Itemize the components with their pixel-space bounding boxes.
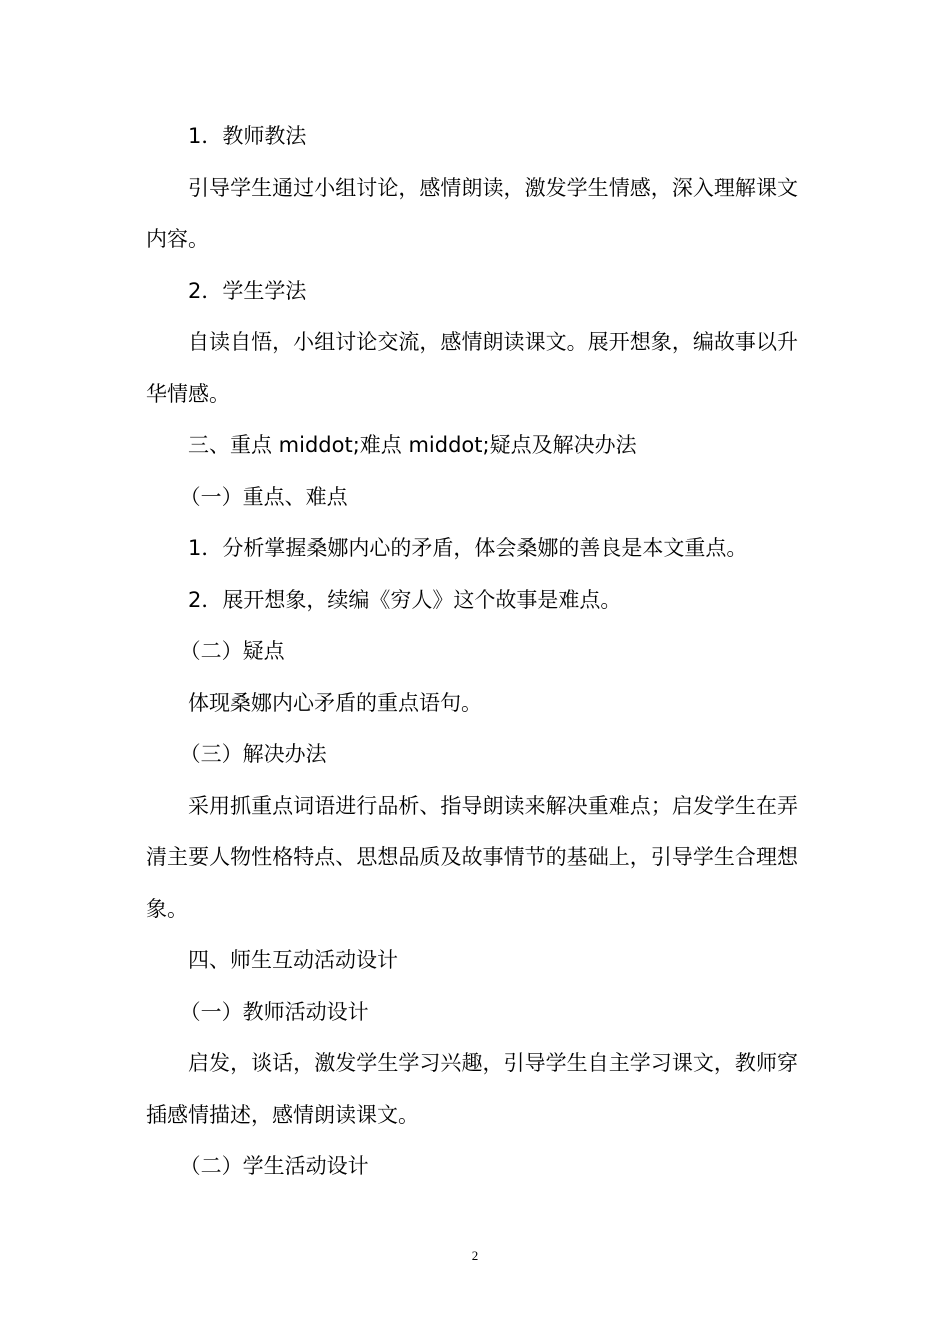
paragraph-student-method-text: 自读自悟，小组讨论交流，感情朗读课文。展开想象，编故事以升华情感。	[146, 330, 798, 406]
section-heading-key-points: 三、重点 middot;难点 middot;疑点及解决办法	[188, 433, 637, 457]
paragraph-key-point-1: 1．分析掌握桑娜内心的矛盾，体会桑娜的善良是本文重点。	[188, 536, 748, 560]
subsection-heading-key-difficult: （一）重点、难点	[179, 484, 348, 509]
paragraph-teacher-method-heading: 1．教师教法	[188, 124, 307, 148]
section-heading-interaction: 四、师生互动活动设计	[188, 948, 398, 972]
paragraph-solution-text: 采用抓重点词语进行品析、指导朗读来解决重难点；启发学生在弄清主要人物性格特点、思想品质及故事情节的基础上，引导学生合理想象。	[146, 793, 798, 921]
paragraph-teacher-method-text: 引导学生通过小组讨论，感情朗读，激发学生情感，深入理解课文内容。	[146, 175, 798, 251]
subsection-heading-teacher-activity: （一）教师活动设计	[179, 999, 369, 1024]
subsection-heading-student-activity: （二）学生活动设计	[179, 1154, 369, 1178]
paragraph-teacher-activity-text: 启发，谈话，激发学生学习兴趣，引导学生自主学习课文，教师穿插感情描述，感情朗读课文。	[146, 1051, 798, 1127]
paragraph-student-method-heading: 2．学生学法	[188, 278, 307, 303]
subsection-heading-solution: （三）解决办法	[179, 742, 327, 766]
page-number: 2	[471, 1248, 479, 1263]
subsection-heading-doubts: （二）疑点	[179, 639, 285, 663]
paragraph-doubts-text: 体现桑娜内心矛盾的重点语句。	[188, 690, 482, 715]
document-body	[146, 111, 798, 1193]
paragraph-key-point-2: 2．展开想象，续编《穷人》这个故事是难点。	[188, 587, 622, 612]
